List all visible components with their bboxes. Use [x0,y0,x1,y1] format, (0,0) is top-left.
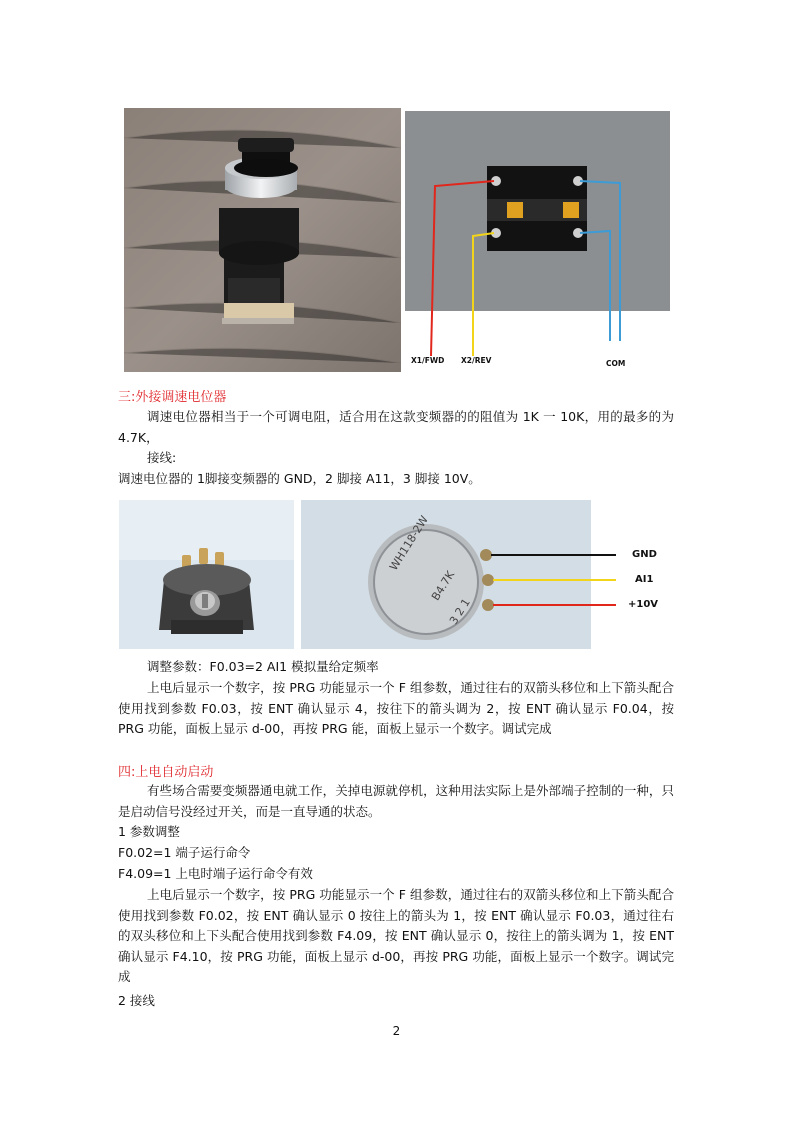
potentiometer-photo [119,500,294,649]
switch-wiring-image [405,111,670,373]
potentiometer-wiring-photo [301,500,676,649]
potentiometer-image [119,500,294,649]
label-x1-fwd: X1/FWD [411,356,445,365]
section3-intro: 调速电位器相当于一个可调电阻，适合用在这款变频器的的阻值为 1K 一 10K，用的最多的为 4.7K， [118,409,674,445]
pot-model-marking: WH118-2W [387,513,431,573]
pot-pins-marking: 3 2 1 [447,596,473,627]
section4-param-f409: F4.09=1 上电时端子运行命令有效 [118,866,313,881]
label-gnd: GND [632,549,657,560]
section4-heading: 四:上电自动启动 [118,765,214,780]
section4-intro: 有些场合需要变频器通电就工作，关掉电源就停机，这种用法实际上是外部端子控制的一种，只是启动信号没经过开关，而是一直导通的状态。 [118,783,674,819]
label-x2-rev: X2/REV [461,356,492,365]
section4-param-f002: F0.02=1 端子运行命令 [118,845,251,860]
section3-procedure: 上电后显示一个数字，按 PRG 功能显示一个 F 组参数，通过往右的双箭头移位和上下箭头配合使用找到参数 F0.03，按 ENT 确认显示 4，按往下的箭头调为 2，按 ENT 确认显示 F0.04，按 PRG 功能，面板上显示 d-00，再按 PRG 能，面板上显示一个数字。调试完成 [118,680,674,736]
label-com: COM [606,359,626,368]
label-10v: +10V [628,599,659,610]
switch-photo-image [124,108,401,372]
page-number: 2 [392,1024,401,1038]
section4-procedure: 上电后显示一个数字，按 PRG 功能显示一个 F 组参数，通过往右的双箭头移位和上下箭头配合使用找到参数 F0.02，按 ENT 确认显示 0 按往上的箭头为 1，按 ENT 确认显示 F0.03，通过往右的双头移位和上下头配合使用找到参数 F4.09，按 ENT 确认显示 0，按往上的箭头调为 1，按 ENT 确认显示 F4.10，按 PRG 功能，面板上显示 d-00，再按 PRG 功能，面板上显示一个数字。调试完成 [118,887,674,984]
section3-wiring-text: 调速电位器的 1脚接变频器的 GND，2 脚接 A11，3 脚接 10V。 [118,471,481,486]
switch-photo [124,108,401,372]
section4-wiring-heading: 2 接线 [118,993,155,1008]
section3-param-text: 调整参数：F0.03=2 AI1 模拟量给定频率 [147,659,379,674]
pot-value-marking: B4.7K [429,568,458,603]
section3-heading: 三:外接调速电位器 [118,390,227,405]
label-ai1: AI1 [635,574,654,585]
section4-param-heading: 1 参数调整 [118,824,180,839]
potentiometer-wiring-image [301,500,676,649]
section3-wiring-label: 接线: [147,450,177,465]
switch-wiring-photo [405,111,670,373]
